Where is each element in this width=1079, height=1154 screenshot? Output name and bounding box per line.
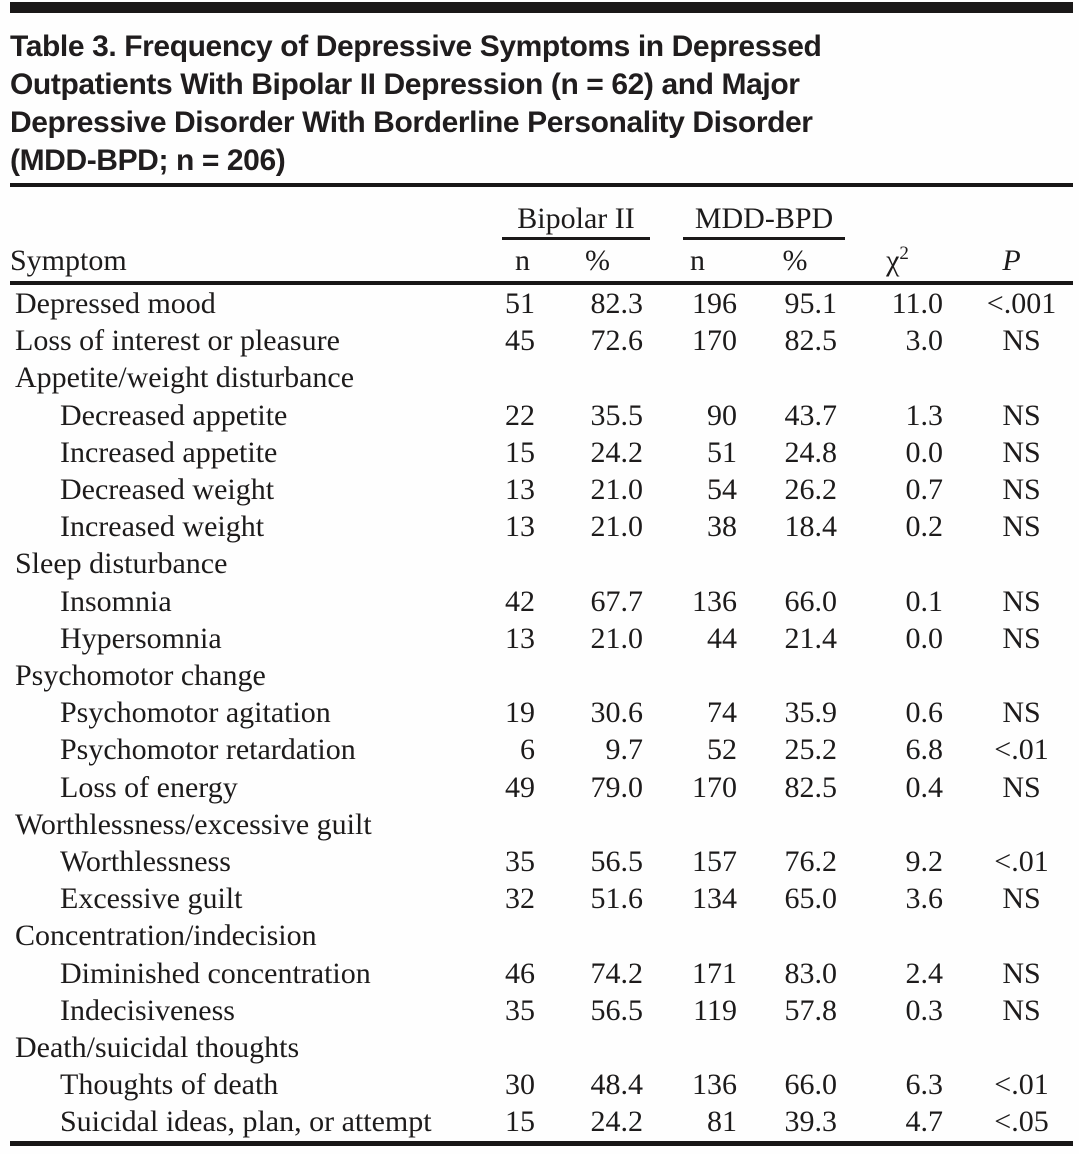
chi-square-cell [845, 359, 950, 396]
symptom-cell: Decreased weight [60, 473, 275, 507]
mdd-pct-cell: 82.5 [784, 770, 838, 804]
mdd-pct-cell: 65.0 [784, 882, 838, 916]
table-row [10, 917, 1073, 954]
table-row [10, 880, 1073, 917]
mdd-n-cell [650, 806, 745, 843]
mdd-n-cell: 136 [692, 584, 737, 618]
symptom-cell: Indecisiveness [60, 993, 235, 1027]
symptom-cell: Appetite/weight disturbance [15, 361, 355, 395]
symptom-cell: Hypersomnia [60, 621, 222, 655]
p-value-cell [950, 806, 1073, 843]
table-title [10, 28, 1073, 180]
chi-square-cell: 0.3 [905, 993, 944, 1027]
bipolar-n-cell: 35 [505, 993, 535, 1027]
bipolar-pct-cell: 79.0 [590, 770, 643, 804]
bipolar-pct-cell: 48.4 [590, 1068, 643, 1102]
chi-square-cell [845, 545, 950, 582]
mdd-n-cell [650, 545, 745, 582]
bipolar-pct-cell: 56.5 [590, 845, 643, 879]
p-value-cell: NS [1002, 510, 1041, 544]
chi-square-cell: 0.7 [905, 473, 944, 507]
symptom-cell: Increased weight [60, 510, 265, 544]
bipolar-n-cell: 32 [505, 882, 535, 916]
bipolar-n-cell: 15 [505, 435, 535, 469]
bipolar-n-cell: 19 [505, 696, 535, 730]
table-row [10, 657, 1073, 694]
chi-square-cell [845, 657, 950, 694]
mdd-group-header: MDD-BPD [683, 202, 845, 240]
bipolar-pct-cell: 21.0 [590, 510, 643, 544]
p-value-cell: NS [1002, 473, 1041, 507]
mdd-n-cell: 52 [707, 733, 737, 767]
p-value-cell: NS [1002, 324, 1041, 358]
bipolar-pct-cell: 72.6 [590, 324, 643, 358]
group-header-row [10, 187, 1073, 240]
chi-square-cell: 3.6 [905, 882, 944, 916]
mdd-pct-cell: 21.4 [784, 621, 838, 655]
mdd-pct-cell [745, 657, 845, 694]
bipolar-pct-cell [545, 545, 650, 582]
title-line: Table 3. Frequency of Depressive Symptoms in Depressed [10, 30, 822, 63]
symptom-cell: Death/suicidal thoughts [15, 1031, 300, 1065]
table-row [10, 1066, 1073, 1103]
p-value-cell: <.05 [994, 1105, 1049, 1139]
table-row [10, 992, 1073, 1029]
bipolar-pct-cell: 56.5 [590, 993, 643, 1027]
table-row [10, 583, 1073, 620]
chi-square-cell: 4.7 [905, 1105, 944, 1139]
bipolar-pct-cell: 24.2 [590, 435, 643, 469]
bipolar-n-cell [500, 806, 545, 843]
p-value-cell: <.001 [986, 287, 1057, 320]
mdd-n-cell: 51 [707, 435, 737, 469]
table-row [10, 806, 1073, 843]
title-line: (MDD-BPD; n = 206) [10, 144, 286, 177]
chi-square-cell: 0.4 [905, 770, 944, 804]
bipolar-n-header: n [500, 240, 545, 283]
table-row [10, 359, 1073, 396]
bipolar-pct-cell: 24.2 [590, 1105, 643, 1139]
bipolar-pct-cell: 82.3 [590, 287, 643, 320]
title-line: Outpatients With Bipolar II Depression (n = 62) and Major [10, 68, 800, 101]
mdd-n-cell [650, 917, 745, 954]
table-row [10, 545, 1073, 582]
table-row [10, 694, 1073, 731]
column-header-row [10, 240, 1073, 283]
p-value-cell [950, 917, 1073, 954]
bipolar-n-cell: 49 [505, 770, 535, 804]
mdd-pct-cell: 26.2 [784, 473, 838, 507]
symptom-cell: Diminished concentration [60, 956, 371, 990]
mdd-pct-cell: 95.1 [784, 287, 838, 320]
chi-square-cell [845, 917, 950, 954]
symptom-cell: Psychomotor agitation [60, 696, 331, 730]
bipolar-group-header-cell [500, 187, 650, 240]
mdd-pct-cell: 25.2 [784, 733, 838, 767]
table-row [10, 1029, 1073, 1066]
chi-square-cell: 2.4 [905, 956, 944, 990]
bipolar-group-header: Bipolar II [502, 202, 650, 240]
symptom-cell: Worthlessness [60, 845, 231, 879]
bipolar-pct-cell [545, 917, 650, 954]
table-row [10, 283, 1073, 322]
mdd-n-cell: 119 [693, 993, 737, 1027]
bipolar-pct-cell [545, 359, 650, 396]
bipolar-n-cell: 35 [505, 845, 535, 879]
bipolar-n-cell: 13 [505, 473, 535, 507]
spacer-cell [10, 187, 500, 240]
mdd-pct-cell: 35.9 [784, 696, 838, 730]
bipolar-pct-cell [545, 806, 650, 843]
chi-square-cell: 0.1 [905, 584, 944, 618]
mdd-pct-cell: 43.7 [784, 398, 838, 432]
mdd-pct-cell: 66.0 [784, 1068, 838, 1102]
bipolar-n-cell: 42 [505, 584, 535, 618]
symptom-cell: Thoughts of death [60, 1068, 279, 1102]
bipolar-pct-header: % [545, 240, 650, 283]
symptom-cell: Loss of interest or pleasure [15, 324, 340, 358]
chi-square-cell: 0.0 [905, 435, 944, 469]
p-value-cell: <.01 [994, 1068, 1049, 1102]
mdd-n-cell: 170 [692, 770, 737, 804]
mdd-n-cell: 196 [692, 287, 737, 320]
bipolar-n-cell: 46 [505, 956, 535, 990]
mdd-pct-cell: 76.2 [784, 845, 838, 879]
bipolar-pct-cell: 74.2 [590, 956, 643, 990]
table-row [10, 955, 1073, 992]
p-value-cell: NS [1002, 584, 1041, 618]
bipolar-n-cell: 15 [505, 1105, 535, 1139]
chi-square-cell: 9.2 [905, 845, 944, 879]
mdd-n-cell: 38 [707, 510, 737, 544]
bipolar-n-cell [500, 917, 545, 954]
spacer-cell [845, 187, 950, 240]
symptom-column-header: Symptom [10, 240, 500, 283]
p-value-cell [950, 359, 1073, 396]
chi-square-cell [845, 806, 950, 843]
mdd-n-cell: 74 [707, 696, 737, 730]
mdd-n-cell: 54 [707, 473, 737, 507]
bipolar-pct-cell: 51.6 [590, 882, 643, 916]
symptom-cell: Worthlessness/excessive guilt [15, 807, 372, 841]
bipolar-n-cell: 6 [520, 733, 535, 767]
bipolar-n-cell: 30 [505, 1068, 535, 1102]
p-value-cell: NS [1002, 435, 1041, 469]
mdd-pct-cell: 18.4 [784, 510, 838, 544]
mdd-n-cell: 136 [692, 1068, 737, 1102]
mdd-pct-cell [745, 359, 845, 396]
bipolar-n-cell [500, 657, 545, 694]
table-body [10, 283, 1073, 1143]
mdd-pct-cell: 82.5 [784, 324, 838, 358]
spacer-cell [950, 187, 1073, 240]
symptom-cell: Psychomotor retardation [60, 733, 356, 767]
mdd-n-cell: 171 [692, 956, 737, 990]
mdd-n-cell: 134 [692, 882, 737, 916]
symptom-cell: Depressed mood [15, 287, 216, 320]
bipolar-pct-cell: 67.7 [590, 584, 643, 618]
symptom-cell: Suicidal ideas, plan, or attempt [60, 1105, 432, 1139]
p-value-cell: <.01 [994, 845, 1049, 879]
chi-square-header: $\chi^2$ [845, 240, 950, 283]
p-value-cell: NS [1002, 696, 1041, 730]
bipolar-pct-cell [545, 1029, 650, 1066]
chi-square-cell: 0.6 [905, 696, 944, 730]
bipolar-n-cell: 13 [505, 621, 535, 655]
chi-square-cell: 6.8 [905, 733, 944, 767]
mdd-pct-cell: 57.8 [784, 993, 838, 1027]
table-row [10, 471, 1073, 508]
symptom-frequency-table [10, 187, 1073, 1146]
mdd-n-header: n [650, 240, 745, 283]
mdd-pct-cell: 83.0 [784, 956, 838, 990]
table-row [10, 620, 1073, 657]
mdd-pct-cell [745, 917, 845, 954]
p-value-header: P [950, 240, 1073, 283]
chi-square-cell: 11.0 [891, 287, 944, 320]
p-value-cell [950, 657, 1073, 694]
bipolar-pct-cell: 35.5 [590, 398, 643, 432]
table-row [10, 508, 1073, 545]
symptom-cell: Excessive guilt [60, 882, 243, 916]
mdd-pct-cell [745, 545, 845, 582]
bipolar-pct-cell: 30.6 [590, 696, 643, 730]
symptom-cell: Concentration/indecision [15, 919, 317, 953]
p-value-cell: NS [1002, 398, 1041, 432]
symptom-cell: Insomnia [60, 584, 172, 618]
bipolar-n-cell [500, 359, 545, 396]
mdd-n-cell: 170 [692, 324, 737, 358]
bipolar-pct-cell: 21.0 [590, 621, 643, 655]
chi-square-cell: 0.2 [905, 510, 944, 544]
p-value-cell: <.01 [994, 733, 1049, 767]
chi-square-cell: 0.0 [905, 621, 944, 655]
chi-square-cell: 1.3 [905, 398, 944, 432]
mdd-n-cell [650, 657, 745, 694]
p-value-cell: NS [1002, 621, 1041, 655]
mdd-pct-cell: 24.8 [784, 435, 838, 469]
mdd-n-cell: 157 [692, 845, 737, 879]
mdd-n-cell: 44 [707, 621, 737, 655]
chi-square-cell [845, 1029, 950, 1066]
bipolar-n-cell [500, 1029, 545, 1066]
bipolar-n-cell: 45 [505, 324, 535, 358]
symptom-cell: Decreased appetite [60, 398, 288, 432]
bipolar-n-cell [500, 545, 545, 582]
mdd-pct-cell: 66.0 [784, 584, 838, 618]
mdd-group-header-cell [650, 187, 845, 240]
p-value-cell: NS [1002, 956, 1041, 990]
bipolar-pct-cell: 9.7 [605, 733, 643, 767]
title-line: Depressive Disorder With Borderline Personality Disorder [10, 106, 813, 139]
mdd-pct-cell [745, 1029, 845, 1066]
top-rule-thick [10, 2, 1073, 13]
symptom-cell: Psychomotor change [15, 659, 266, 693]
table-row [10, 843, 1073, 880]
table-row [10, 731, 1073, 768]
mdd-pct-cell: 39.3 [784, 1105, 838, 1139]
table-row [10, 322, 1073, 359]
chi-square-cell: 3.0 [905, 324, 944, 358]
table-row [10, 769, 1073, 806]
bipolar-n-cell: 51 [505, 287, 535, 320]
mdd-n-cell: 81 [707, 1105, 737, 1139]
mdd-pct-cell [745, 806, 845, 843]
chi-square-cell: 6.3 [905, 1068, 944, 1102]
mdd-pct-header: % [745, 240, 845, 283]
symptom-cell: Increased appetite [60, 435, 278, 469]
mdd-n-cell [650, 1029, 745, 1066]
p-value-cell: NS [1002, 993, 1041, 1027]
bipolar-n-cell: 13 [505, 510, 535, 544]
bipolar-pct-cell [545, 657, 650, 694]
p-value-cell [950, 545, 1073, 582]
table-row [10, 1103, 1073, 1143]
symptom-cell: Sleep disturbance [15, 547, 228, 581]
bipolar-n-cell: 22 [505, 398, 535, 432]
mdd-n-cell [650, 359, 745, 396]
table-row [10, 397, 1073, 434]
p-value-cell: NS [1002, 882, 1041, 916]
p-value-cell [950, 1029, 1073, 1066]
table-row [10, 434, 1073, 471]
p-value-cell: NS [1002, 770, 1041, 804]
mdd-n-cell: 90 [707, 398, 737, 432]
symptom-cell: Loss of energy [60, 770, 238, 804]
bipolar-pct-cell: 21.0 [590, 473, 643, 507]
